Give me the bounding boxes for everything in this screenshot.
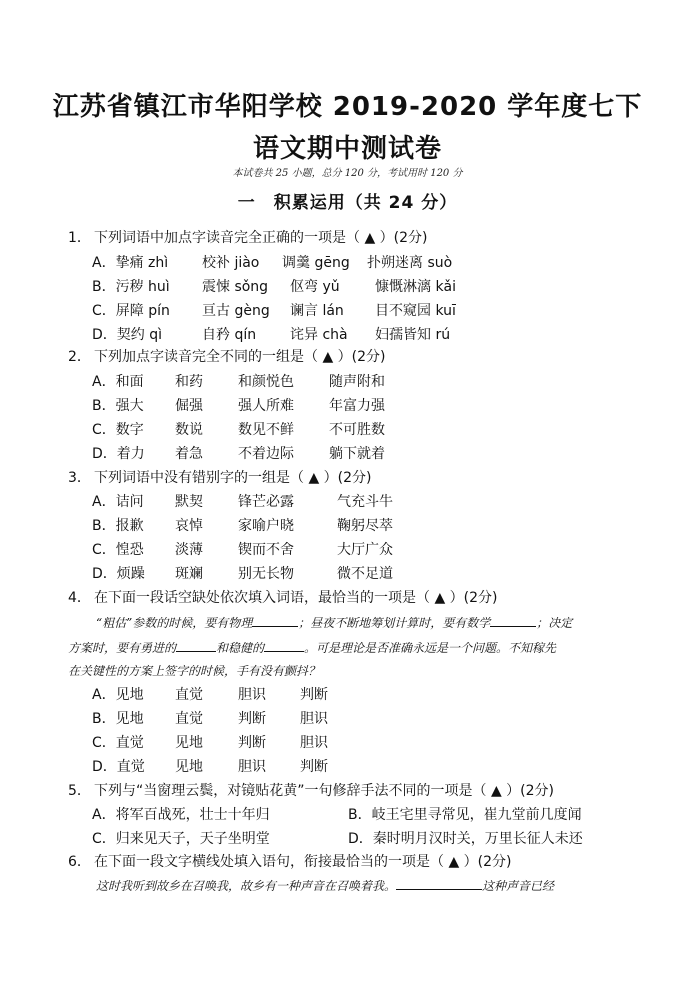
option-row (92, 324, 695, 346)
option-item: D．秦时明月汉时关，万里长征人未还 (348, 831, 583, 847)
option-item: 自矜 qín (202, 327, 257, 343)
option-item: 哀悼 (175, 518, 203, 534)
option-item: A．将军百战死，壮士十年归 (92, 807, 270, 823)
passage-text: 这时我听到故乡在召唤我，故乡有一种声音在召唤着我。 (96, 879, 397, 893)
question-4-passage-line-2 (68, 639, 556, 656)
option-item: 强人所难 (238, 398, 294, 414)
option-item: 目不窥园 kuī (375, 303, 456, 319)
question-number: 6． (68, 854, 91, 870)
option-item: 和药 (175, 374, 203, 390)
option-item: A．挚痛 zhì (92, 255, 169, 271)
passage-text: ；决定 (536, 616, 573, 630)
question-6 (68, 851, 512, 871)
fill-blank (176, 639, 216, 652)
option-item: 数见不鲜 (238, 422, 294, 438)
passage-text: “粗估”参数的时候，要有物理 (96, 616, 253, 630)
option-item: 直觉 (175, 687, 203, 703)
option-item: 诧异 chà (290, 327, 348, 343)
option-item: 鞠躬尽萃 (337, 518, 393, 534)
option-item: 斑斓 (175, 566, 203, 582)
option-item: 判断 (300, 687, 328, 703)
option-item: 躺下就着 (329, 446, 385, 462)
option-row (92, 371, 695, 393)
question-4-passage-line-1 (96, 614, 572, 631)
option-item: 锲而不舍 (238, 542, 294, 558)
option-item: C．归来见天子，天子坐明堂 (92, 831, 270, 847)
question-text: 下列与“当窗理云鬓，对镜贴花黄”一句修辞手法不同的一项是（ ▲ ）(2分) (94, 783, 555, 799)
question-text: 下列词语中没有错别字的一组是（ ▲ ）(2分) (94, 470, 372, 486)
question-2-options (92, 371, 652, 467)
option-item: 谰言 lán (290, 303, 344, 319)
option-item: A．诘问 (92, 494, 144, 510)
option-item: A．见地 (92, 687, 144, 703)
question-text: 下列词语中加点字读音完全正确的一项是（ ▲ ）(2分) (94, 230, 428, 246)
title-line-1: 江苏省镇江市华阳学校 2019-2020 学年度七下 (52, 92, 643, 122)
option-item: 慷慨淋漓 kǎi (375, 279, 457, 295)
option-item: 伛弯 yǔ (290, 279, 340, 295)
exam-instructions: 本试卷共 25 小题，总分 120 分，考试用时 120 分 (232, 168, 463, 179)
option-item: 调羹 gēng (282, 255, 350, 271)
question-4-options (92, 684, 652, 780)
option-item: 胆识 (238, 687, 266, 703)
question-3 (68, 467, 372, 487)
option-item: 判断 (238, 735, 266, 751)
option-item: 扑朔迷离 suò (367, 255, 453, 271)
question-text: 下列加点字读音完全不同的一组是（ ▲ ）(2分) (94, 349, 386, 365)
option-item: 胆识 (300, 735, 328, 751)
option-item: 不可胜数 (329, 422, 385, 438)
option-item: 家喻户晓 (238, 518, 294, 534)
option-row (92, 804, 695, 826)
option-item: 别无长物 (238, 566, 294, 582)
option-item: 判断 (238, 711, 266, 727)
question-number: 2． (68, 349, 91, 365)
option-item: D．直觉 (92, 759, 145, 775)
question-3-options (92, 491, 652, 587)
option-item: 见地 (175, 735, 203, 751)
option-item: 和颜悦色 (238, 374, 294, 390)
question-4-passage-line-3: 在关键性的方案上签字的时候，手有没有颤抖？ (68, 664, 321, 678)
option-row (92, 732, 695, 754)
option-row (92, 443, 695, 465)
option-row (92, 515, 695, 537)
title-line-2: 语文期中测试卷 (252, 134, 442, 164)
option-item: C．屏障 pín (92, 303, 170, 319)
option-row (92, 491, 695, 513)
option-row (92, 276, 695, 298)
passage-text: 方案时，要有勇进的 (68, 641, 177, 655)
option-row (92, 828, 695, 850)
option-item: 直觉 (175, 711, 203, 727)
fill-blank (396, 877, 482, 890)
option-item: 见地 (175, 759, 203, 775)
question-text: 在下面一段文字横线处填入语句，衔接最恰当的一项是（ ▲ ）(2分) (94, 854, 512, 870)
option-item: B．见地 (92, 711, 144, 727)
option-row (92, 708, 695, 730)
option-item: B．岐王宅里寻常见，崔九堂前几度闻 (348, 807, 582, 823)
option-item: 震悚 sǒng (202, 279, 269, 295)
option-item: C．直觉 (92, 735, 144, 751)
option-item: 判断 (300, 759, 328, 775)
passage-text: 。可是理论是否准确永远是一个问题。不知稼先 (304, 641, 557, 655)
option-row (92, 419, 695, 441)
question-4 (68, 587, 498, 607)
option-row (92, 563, 695, 585)
option-row (92, 756, 695, 778)
option-item: D．着力 (92, 446, 145, 462)
option-item: 大厅广众 (337, 542, 393, 558)
option-row (92, 684, 695, 706)
option-row (92, 395, 695, 417)
option-item: 淡薄 (175, 542, 203, 558)
option-item: 校补 jiào (202, 255, 260, 271)
option-row (92, 252, 695, 274)
option-item: B．报歉 (92, 518, 144, 534)
passage-text: ；昼夜不断地筹划计算时，要有数学 (298, 616, 491, 630)
option-item: 亘古 gèng (202, 303, 270, 319)
option-row (92, 300, 695, 322)
option-item: D．烦躁 (92, 566, 145, 582)
question-2 (68, 346, 386, 366)
question-number: 1． (68, 230, 91, 246)
fill-blank (252, 614, 298, 627)
option-item: 锋芒必露 (238, 494, 294, 510)
option-item: B．污秽 huì (92, 279, 170, 295)
question-6-passage-line-1 (96, 877, 554, 894)
passage-text: 这种声音已经 (482, 879, 555, 893)
question-5-options (92, 804, 652, 852)
option-item: 气充斗牛 (337, 494, 393, 510)
question-1-options (92, 252, 652, 348)
option-item: 胆识 (300, 711, 328, 727)
option-item: 数说 (175, 422, 203, 438)
option-item: D．契约 qì (92, 327, 163, 343)
option-item: 不着边际 (238, 446, 294, 462)
option-item: C．惶恐 (92, 542, 144, 558)
option-item: 胆识 (238, 759, 266, 775)
option-item: 年富力强 (329, 398, 385, 414)
option-item: 随声附和 (329, 374, 385, 390)
option-item: 倔强 (175, 398, 203, 414)
fill-blank (264, 639, 304, 652)
question-number: 4． (68, 590, 91, 606)
option-row (92, 539, 695, 561)
option-item: 微不足道 (337, 566, 393, 582)
passage-text: 和稳健的 (216, 641, 265, 655)
option-item: A．和面 (92, 374, 144, 390)
question-number: 5． (68, 783, 91, 799)
option-item: C．数字 (92, 422, 144, 438)
option-item: B．强大 (92, 398, 144, 414)
option-item: 默契 (175, 494, 203, 510)
option-item: 妇孺皆知 rú (375, 327, 451, 343)
fill-blank (490, 614, 536, 627)
section-heading: 一 积累运用（共 24 分） (237, 193, 458, 213)
question-text: 在下面一段话空缺处依次填入词语，最恰当的一项是（ ▲ ）(2分) (94, 590, 498, 606)
option-item: 着急 (175, 446, 203, 462)
question-1 (68, 227, 428, 247)
question-number: 3． (68, 470, 91, 486)
question-5 (68, 780, 554, 800)
